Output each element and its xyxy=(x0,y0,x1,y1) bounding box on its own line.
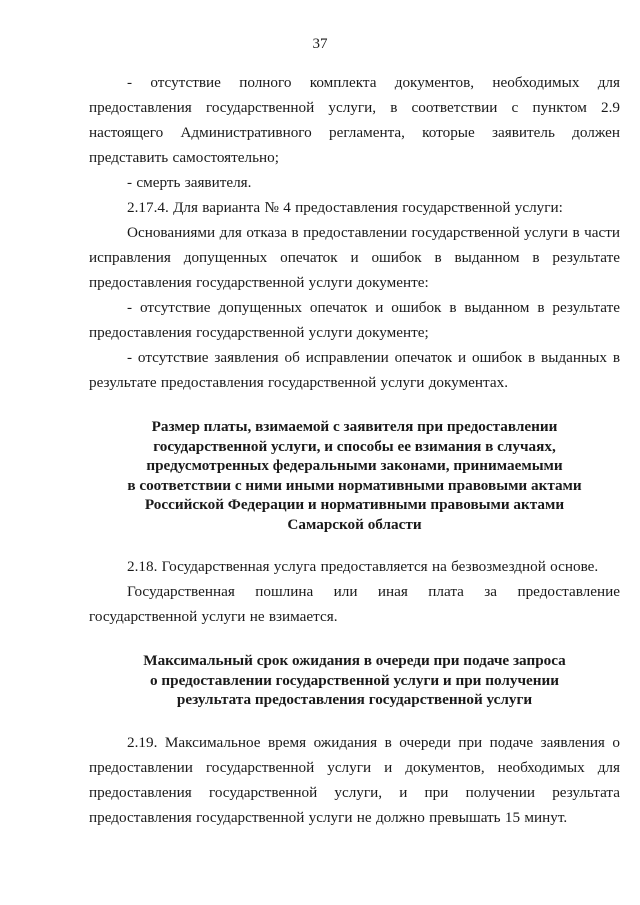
heading-line: Максимальный срок ожидания в очереди при подаче запроса xyxy=(143,652,566,669)
heading-line: Самарской области xyxy=(287,515,422,533)
document-body xyxy=(89,70,620,830)
paragraph-no-typos: - отсутствие допущенных опечаток и ошибок в выданном в результате предоставления государственной услуги документе; xyxy=(89,299,620,341)
section-heading-waiting-time xyxy=(89,651,620,710)
heading-line: о предоставлении государственной услуги и при получении xyxy=(149,671,560,689)
page-number: 37 xyxy=(312,36,328,52)
heading-line: предусмотренных федеральными законами, принимаемыми xyxy=(146,457,563,474)
heading-line: Размер платы, взимаемой с заявителя при предоставлении xyxy=(151,418,558,435)
paragraph-variant-4: 2.17.4. Для варианта № 4 предоставления государственной услуги: xyxy=(127,199,563,216)
paragraph-applicant-death: - смерть заявителя. xyxy=(127,174,252,191)
heading-line: государственной услуги, и способы ее взимания в случаях, xyxy=(153,437,556,455)
paragraph-no-application: - отсутствие заявления об исправлении опечаток и ошибок в выданных в результате предоставления государственной услуги документах. xyxy=(89,349,620,391)
paragraph-free-service: 2.18. Государственная услуга предоставляется на безвозмездной основе. xyxy=(127,558,599,575)
paragraph-max-waiting-time: 2.19. Максимальное время ожидания в очереди при подаче заявления о предоставлении государственной услуги и документов, необходимых для предоставления государственной услуги, и при получении результата предоставления государственной услуги не должно превышать 15 минут. xyxy=(89,733,620,826)
heading-line: результата предоставления государственной услуги xyxy=(176,691,533,708)
heading-line: Российской Федерации и нормативными правовыми актами xyxy=(144,496,565,513)
section-heading-fee xyxy=(89,417,620,534)
paragraph-refusal-grounds: Основаниями для отказа в предоставлении государственной услуги в части исправления допущенных опечаток и ошибок в выданном в результате предоставления государственной услуги документе: xyxy=(89,224,620,291)
paragraph-no-fee: Государственная пошлина или иная плата за предоставление государственной услуги не взимается. xyxy=(89,583,620,625)
heading-line: в соответствии с ними иными нормативными правовыми актами xyxy=(127,476,582,494)
paragraph-missing-documents: - отсутствие полного комплекта документов, необходимых для предоставления государственной услуги, в соответствии с пунктом 2.9 настоящего Административного регламента, которые заявитель должен представить самостоятельно; xyxy=(89,74,620,166)
